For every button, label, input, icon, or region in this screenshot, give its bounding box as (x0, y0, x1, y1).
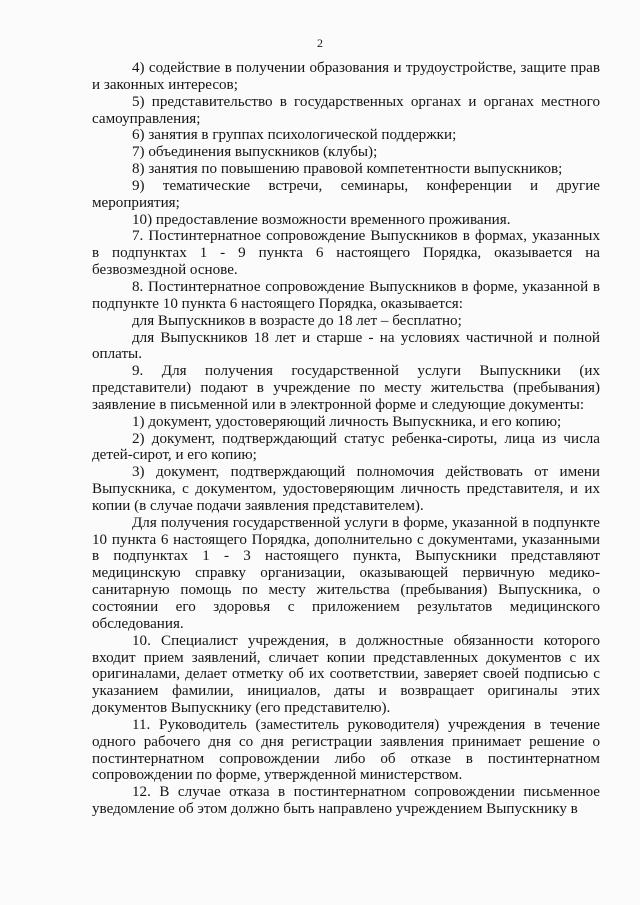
paragraph: 11. Руководитель (заместитель руководителя) учреждения в течение одного рабочего дня со дня регистрации заявления принимает решение о постинтернатном сопровождении либо об отказе в постинтернатном сопровождении по форме, утвержденной министерством. (92, 716, 600, 784)
page-number: 2 (317, 36, 323, 50)
paragraph: 7) объединения выпускников (клубы); (132, 144, 378, 161)
paragraph: 1) документ, удостоверяющий личность Выпускника, и его копию; (132, 413, 562, 430)
paragraph: Для получения государственной услуги в форме, указанной в подпункте 10 пункта 6 настоящего Порядка, дополнительно с документами, указанными в подпунктах 1 - 3 настоящего пункта, Выпускники представляют медицинскую справку организации, оказывающей первичную медико-санитарную помощь по месту жительства (пребывания) Выпускника, о состоянии его здоровья с приложением результатов медицинского обследования. (92, 514, 600, 632)
paragraph: 2) документ, подтверждающий статус ребенка-сироты, лица из числа детей-сирот, и его копию; (92, 430, 600, 464)
document-body (92, 60, 600, 818)
paragraph: 12. В случае отказа в постинтернатном сопровождении письменное уведомление об этом должно быть направлено учреждением Выпускнику в (92, 784, 600, 818)
paragraph: 9) тематические встречи, семинары, конференции и другие мероприятия; (92, 177, 600, 211)
paragraph: 10) предоставление возможности временного проживания. (132, 211, 511, 228)
paragraph: 9. Для получения государственной услуги Выпускники (их представители) подают в учреждение по месту жительства (пребывания) заявление в письменной или в электронной форме и следующие документы: (92, 363, 600, 413)
paragraph: для Выпускников в возрасте до 18 лет – бесплатно; (132, 312, 462, 329)
paragraph: 8. Постинтернатное сопровождение Выпускников в форме, указанной в подпункте 10 пункта 6 настоящего Порядка, оказывается: (92, 278, 600, 312)
paragraph: 5) представительство в государственных органах и органах местного самоуправления; (92, 93, 600, 127)
paragraph: 10. Специалист учреждения, в должностные обязанности которого входит прием заявлений, сличает копии представленных документов с их оригиналами, делает отметку об их соответствии, заверяет своей подписью с указанием фамилии, инициалов, даты и возвращает оригиналы этих документов Выпускнику (его представителю). (92, 632, 600, 717)
paragraph: 7. Постинтернатное сопровождение Выпускников в формах, указанных в подпунктах 1 - 9 пункта 6 настоящего Порядка, оказывается на безвозмездной основе. (92, 228, 600, 279)
paragraph: 4) содействие в получении образования и трудоустройстве, защите прав и законных интересов; (92, 60, 600, 93)
paragraph: для Выпускников 18 лет и старше - на условиях частичной и полной оплаты. (92, 329, 600, 363)
paragraph: 8) занятия по повышению правовой компетентности выпускников; (132, 161, 563, 178)
paragraph: 6) занятия в группах психологической поддержки; (132, 127, 457, 144)
paragraph: 3) документ, подтверждающий полномочия действовать от имени Выпускника, с документом, удостоверяющим личность представителя, и их копии (в случае подачи заявления представителем). (92, 464, 600, 514)
